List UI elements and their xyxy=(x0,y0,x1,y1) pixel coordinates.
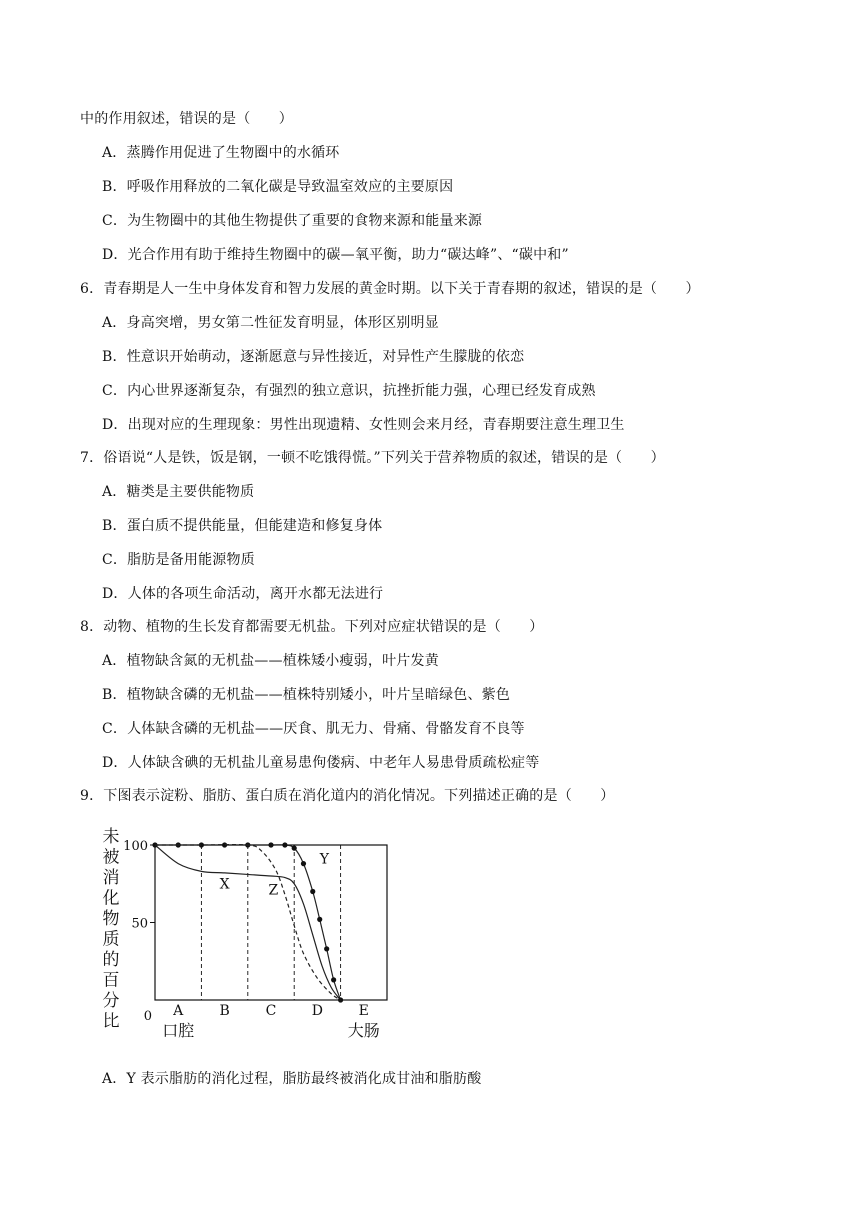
series-y-point xyxy=(324,946,329,951)
q8-option-d: D．人体缺含碘的无机盐儿童易患佝偻病、中老年人易患骨质疏松症等 xyxy=(102,755,540,771)
region-label: C xyxy=(265,1003,277,1019)
series-y-point xyxy=(317,917,322,922)
y-axis-label-char: 百 xyxy=(102,970,120,991)
question-5-stem-continuation: 中的作用叙述，错误的是（ ） xyxy=(80,111,293,127)
series-y-point xyxy=(292,846,297,851)
q8-option-b: B．植物缺含磷的无机盐——植株特别矮小，叶片呈暗绿色、紫色 xyxy=(102,687,511,703)
y-axis-label-char: 质 xyxy=(102,929,120,950)
series-y-point xyxy=(301,861,306,866)
q7-option-d: D．人体的各项生命活动，离开水都无法进行 xyxy=(102,586,384,602)
region-label: B xyxy=(219,1003,230,1019)
series-y-point xyxy=(331,977,336,982)
region-label: A xyxy=(173,1003,184,1019)
series-z-label: Z xyxy=(268,882,279,899)
y-axis-label-char: 分 xyxy=(102,991,120,1011)
series-y-point xyxy=(310,889,315,894)
region-notes xyxy=(162,1021,380,1040)
question-9-stem: 9．下图表示淀粉、脂肪、蛋白质在消化道内的消化情况。下列描述正确的是（ ） xyxy=(80,788,615,804)
q6-option-b: B．性意识开始萌动，逐渐愿意与异性接近，对异性产生朦胧的依恋 xyxy=(102,349,525,365)
q5-option-a: A．蒸腾作用促进了生物圈中的水循环 xyxy=(102,145,340,161)
region-labels xyxy=(172,1003,369,1019)
series-x-label: X xyxy=(219,876,230,893)
y-tick-label: 100 xyxy=(123,839,148,854)
region-note: 大肠 xyxy=(347,1021,380,1040)
region-note: 口腔 xyxy=(162,1021,195,1040)
series-y-point xyxy=(282,842,287,847)
y-axis-label-char: 消 xyxy=(102,868,120,888)
q5-option-d: D．光合作用有助于维持生物圈中的碳—氧平衡，助力“碳达峰”、“碳中和” xyxy=(102,247,569,263)
q6-option-c: C．内心世界逐渐复杂，有强烈的独立意识，抗挫折能力强，心理已经发育成熟 xyxy=(102,383,596,399)
series-y-label: Y xyxy=(319,851,329,868)
y-axis-label-char: 化 xyxy=(102,888,120,909)
y-axis-ticks xyxy=(123,839,155,1024)
question-8-stem: 8．动物、植物的生长发育都需要无机盐。下列对应症状错误的是（ ） xyxy=(80,619,544,635)
digestion-chart xyxy=(95,822,395,1047)
y-tick-label: 0 xyxy=(143,1009,152,1024)
question-7-stem: 7．俗语说“人是铁，饭是钢，一顿不吃饿得慌。”下列关于营养物质的叙述，错误的是（ ） xyxy=(80,450,665,466)
y-axis-label-char: 的 xyxy=(102,950,120,970)
q5-option-b: B．呼吸作用释放的二氧化碳是导致温室效应的主要原因 xyxy=(102,179,454,195)
q7-option-c: C．脂肪是备用能源物质 xyxy=(102,552,255,568)
region-dividers xyxy=(201,845,340,1000)
q6-option-d: D．出现对应的生理现象：男性出现遗精、女性则会来月经，青春期要注意生理卫生 xyxy=(102,417,625,433)
y-axis-label-char: 被 xyxy=(102,847,120,868)
q7-option-a: A．糖类是主要供能物质 xyxy=(102,484,255,500)
y-tick-label: 50 xyxy=(131,916,148,932)
region-label: E xyxy=(358,1003,369,1019)
q6-option-a: A．身高突增，男女第二性征发育明显，体形区别明显 xyxy=(102,315,439,331)
y-axis-label-char: 物 xyxy=(102,909,120,929)
y-axis-label xyxy=(103,827,120,1032)
series-y-point xyxy=(268,842,273,847)
y-axis-label-char: 未 xyxy=(102,827,120,847)
region-label: D xyxy=(311,1003,324,1019)
q5-option-c: C．为生物圈中的其他生物提供了重要的食物来源和能量来源 xyxy=(102,213,483,229)
y-axis-label-char: 比 xyxy=(102,1011,120,1032)
q8-option-a: A．植物缺含氮的无机盐——植株矮小瘦弱，叶片发黄 xyxy=(102,653,439,669)
question-6-stem: 6．青春期是人一生中身体发育和智力发展的黄金时期。以下关于青春期的叙述，错误的是（ ） xyxy=(80,281,700,297)
q7-option-b: B．蛋白质不提供能量，但能建造和修复身体 xyxy=(102,518,383,534)
q9-option-a: A．Y 表示脂肪的消化过程，脂肪最终被消化成甘油和脂肪酸 xyxy=(102,1071,482,1087)
q8-option-c: C．人体缺含磷的无机盐——厌食、肌无力、骨痛、骨骼发育不良等 xyxy=(102,721,525,737)
